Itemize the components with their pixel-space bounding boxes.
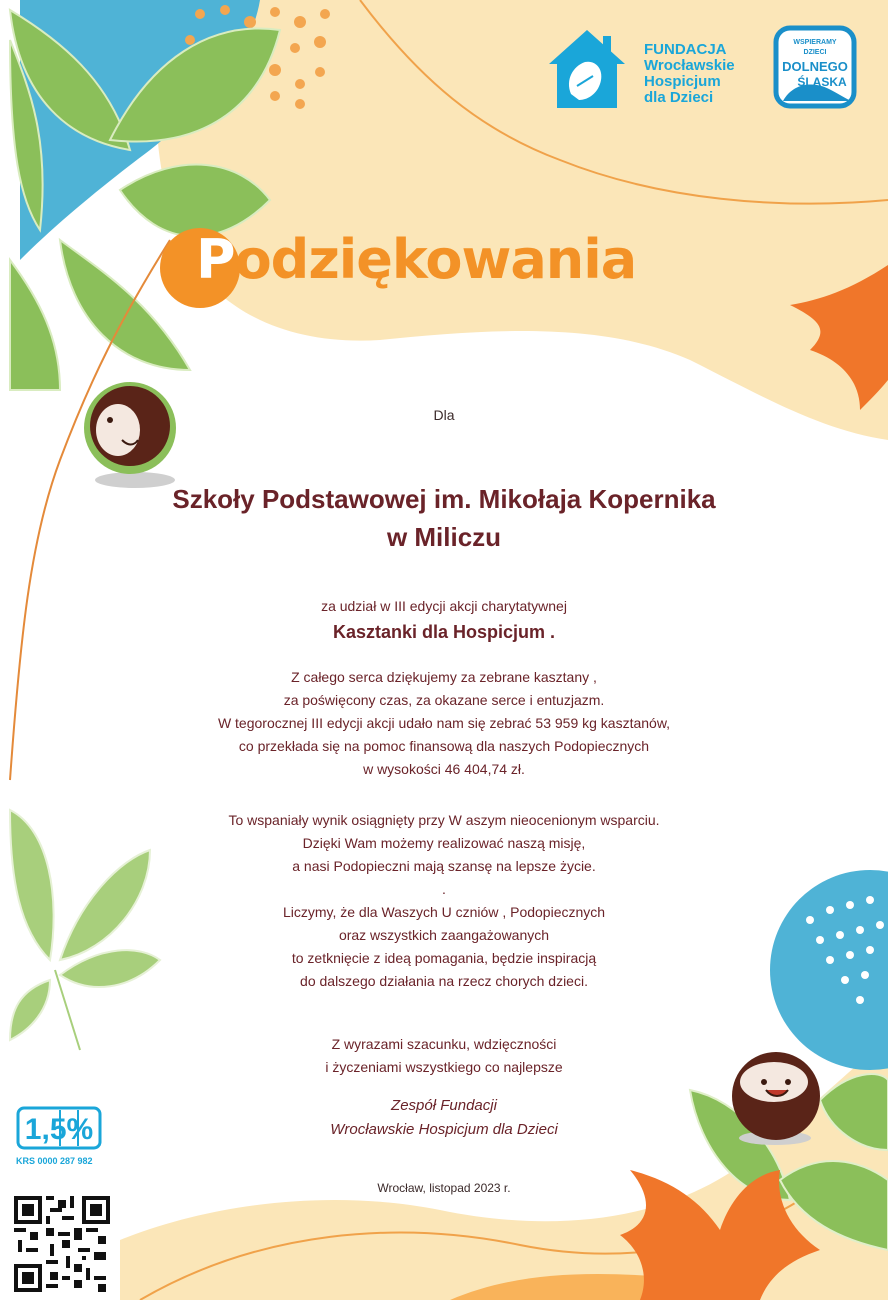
recipient-name-line-1: Szkoły Podstawowej im. Mikołaja Kopernika [172,484,716,514]
logo-line-1: FUNDACJA [644,41,727,58]
paragraph-line: To wspaniały wynik osiągnięty przy W aszym nieocenionym wsparciu. [228,812,660,828]
paragraph-line: oraz wszystkich zaangażowanych [338,927,550,943]
title-rest: odziękowania [234,228,637,291]
support-paragraph [0,809,888,993]
paragraph-line: to zetknięcie z ideą pomagania, będzie inspiracją [291,950,597,966]
recipient-name [0,480,888,556]
paragraph-line: Z całego serca dziękujemy za zebrane kasztany , [291,669,597,685]
qr-code-icon[interactable] [14,1196,110,1292]
paragraph-line: Z wyrazami szacunku, wdzięczności [331,1036,557,1052]
dolny-slask-logo [773,25,857,109]
paragraph-line: Liczymy, że dla Waszych U czniów , Podopiecznych [282,904,606,920]
paragraph-line: . [442,881,446,897]
paragraph-line: do dalszego działania na rzecz chorych dzieci. [300,973,588,989]
recipient-name-line-2: w Miliczu [386,522,502,552]
paragraph-line: za poświęcony czas, za okazane serce i entuzjazm. [283,692,605,708]
krs-number: KRS 0000 287 982 [16,1156,93,1166]
signature-line-2: Wrocławskie Hospicjum dla Dzieci [330,1121,558,1138]
fundacja-logo-text [644,42,735,106]
partner-line-2: DZIECI [803,49,827,56]
paragraph-line: w wysokości 46 404,74 zł. [363,761,525,777]
chestnut-character-top [84,382,176,488]
paragraph-line: a nasi Podopieczni mają szansę na lepsze życie. [292,858,596,874]
signature [0,1094,888,1142]
campaign-name: Kasztanki dla Hospicjum . [332,622,556,642]
paragraph-line: W tegorocznej III edycji akcji udało nam się zebrać 53 959 kg kasztanów, [217,715,671,731]
recipient-intro: Dla [433,407,455,423]
partner-line-4: ŚLĄSKA [797,75,847,89]
paragraph-line: Dzięki Wam możemy realizować naszą misję, [302,835,586,851]
logo-line-4: dla Dzieci [644,89,714,106]
paragraph-line: co przekłada się na pomoc finansową dla naszych Podopiecznych [238,738,650,754]
partner-line-3: DOLNEGO [782,59,848,74]
thanks-paragraph [0,666,888,781]
page-title [196,228,636,291]
logo-line-2: Wrocławskie [644,57,735,74]
signature-line-1: Zespół Fundacji [391,1097,497,1114]
closing-paragraph [0,1033,888,1079]
tax-percent-text: 1,5% [24,1113,94,1146]
place-date: Wrocław, listopad 2023 r. [377,1181,511,1195]
tax-percent-badge [16,1106,102,1150]
title-first-letter: P [196,228,235,291]
logo-line-3: Hospicjum [644,73,721,90]
paragraph-line: i życzeniami wszystkiego co najlepsze [325,1059,563,1075]
partner-line-1: WSPIERAMY [793,39,837,46]
campaign-intro: za udział w III edycji akcji charytatywnej [321,598,567,614]
